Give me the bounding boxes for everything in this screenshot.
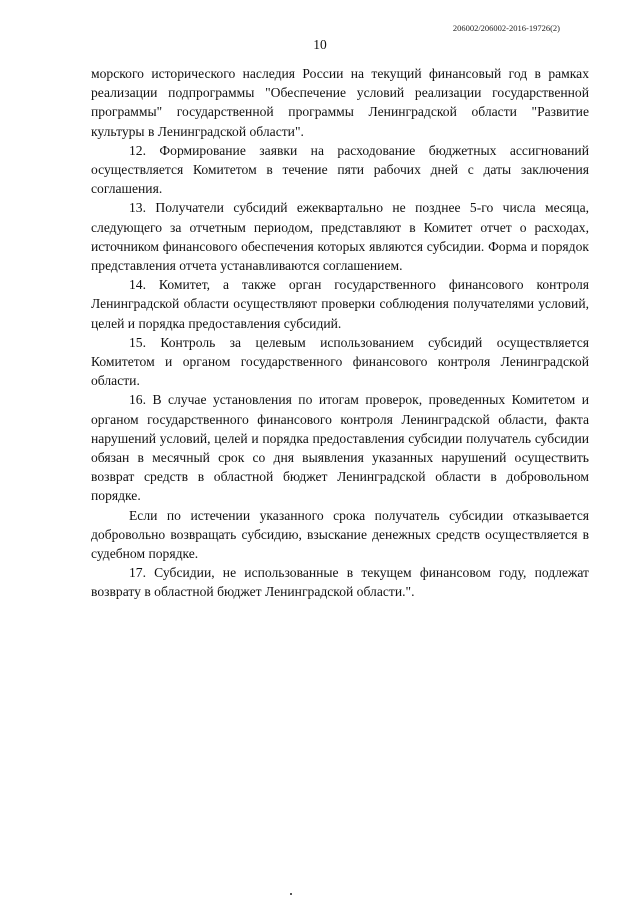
paragraph-17: 17. Субсидии, не использованные в текущем финансовом году, подлежат возврату в областной бюджет Ленинградской области.".: [91, 565, 589, 600]
paragraph-16: 16. В случае установления по итогам проверок, проведенных Комитетом и органом государственного финансового контроля Ленинградской области, факта нарушений условий, целей и порядка предоставления субсидии получатель субсидии обязан в месячный срок со дня выявления указанных нарушений осуществить возврат средств в областной бюджет Ленинградской области в добровольном порядке.: [91, 392, 589, 504]
document-body: [91, 64, 589, 602]
paragraph-16-refusal: Если по истечении указанного срока получатель субсидии отказывается добровольно возвращать субсидию, взыскание денежных средств осуществляется в судебном порядке.: [91, 507, 589, 562]
paragraph-15: 15. Контроль за целевым использованием субсидий осуществляется Комитетом и органом государственного финансового контроля Ленинградской области.: [91, 334, 589, 389]
paragraph-14: 14. Комитет, а также орган государственного финансового контроля Ленинградской области осуществляют проверки соблюдения получателями условий, целей и порядка предоставления субсидий.: [91, 277, 589, 331]
paragraph-12: 12. Формирование заявки на расходование бюджетных ассигнований осуществляется Комитетом в течение пяти рабочих дней с даты заключения соглашения.: [91, 142, 589, 197]
document-id: 206002/206002-2016-19726(2): [452, 23, 560, 33]
page-number: 10: [313, 37, 327, 52]
scan-dot-mark: [290, 893, 292, 895]
paragraph-continuation: морского исторического наследия России на текущий финансовый год в рамках реализации подпрограммы "Обеспечение условий реализации государственной программы" государственной программы Ленинградской области "Развитие культуры в Ленинградской области".: [91, 66, 589, 139]
paragraph-13: 13. Получатели субсидий ежеквартально не позднее 5-го числа месяца, следующего за отчетным периодом, представляют в Комитет отчет о расходах, источником финансового обеспечения которых являются субсидии. Форма и порядок представления отчета устанавливаются соглашением.: [91, 200, 589, 274]
